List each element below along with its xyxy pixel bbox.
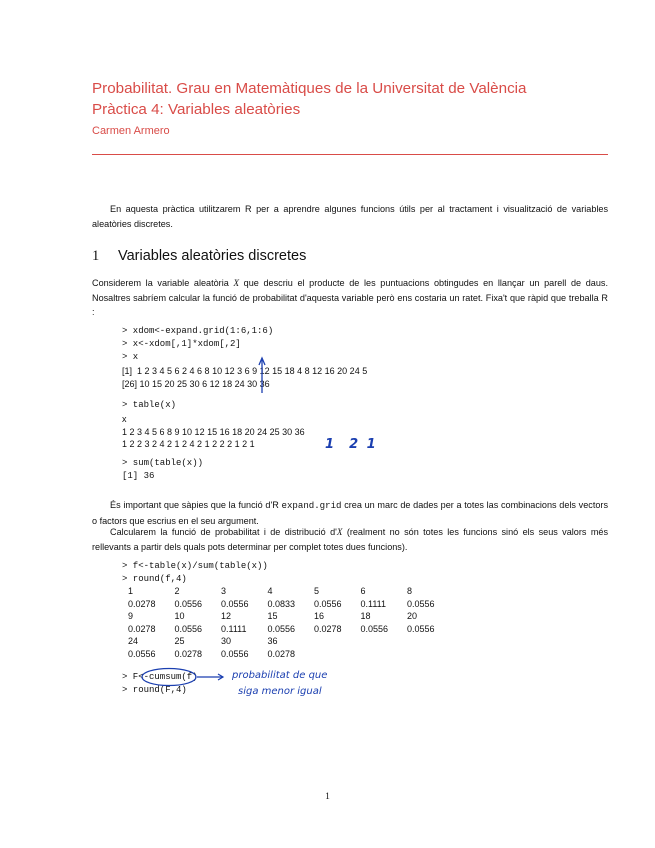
para2-text-b: crea un marc de dades per a totes las combinacions dels vectors o factors que escrius en el seu argument. <box>92 500 608 526</box>
table-cell: 8 <box>407 586 413 596</box>
document-subtitle: Pràctica 4: Variables aleatòries <box>92 101 301 118</box>
table-cell: 5 <box>314 586 320 596</box>
para1-variable: X <box>233 278 240 288</box>
author: Carmen Armero <box>92 125 170 137</box>
table-cell: 0.1111 <box>360 598 387 609</box>
code-line: > sum(table(x)) <box>122 458 204 468</box>
table-cell: 25 <box>174 636 185 647</box>
para2-text-a: És important que sàpies que la funció d'R <box>110 500 282 510</box>
para1-text-a: Considerem la variable aleatòria <box>92 278 234 288</box>
table-cell: 3 <box>221 586 227 596</box>
output-line: [26] 10 15 20 25 30 6 12 18 24 30 36 <box>122 378 270 389</box>
table-cell: 1 <box>128 586 134 596</box>
document-title: Probabilitat. Grau en Matemàtiques de la Universitat de València <box>92 80 527 97</box>
code-line: > xdom<-expand.grid(1:6,1:6) <box>122 326 274 336</box>
table-cell: 0.0278 <box>174 648 203 659</box>
table-cell: 0.0556 <box>407 623 435 634</box>
para3-variable: X <box>336 527 343 537</box>
intro-text: En aquesta pràctica utilitzarem R per a aprendre algunes funcions útils per al tractament i visualització de variables aleatòries discretes. <box>92 204 608 229</box>
code-line: > F<-cumsum(f) <box>122 672 198 682</box>
table-cell: 0.0278 <box>128 623 156 634</box>
handwritten-note-1: probabilitat de que <box>232 670 328 681</box>
table-cell: 2 <box>174 586 180 596</box>
output-line: 1 2 2 3 2 4 2 1 2 4 2 1 2 2 2 1 2 1 <box>122 439 255 449</box>
code-line: > x <box>122 352 139 363</box>
table-cell: 0.1111 <box>221 623 247 634</box>
table-cell: 0.0556 <box>360 623 389 634</box>
handwritten-counts: 1 2 1 <box>325 437 378 452</box>
para3-text-a: Calcularem la funció de probabilitat i de distribució d' <box>110 527 337 537</box>
table-cell: 0.0556 <box>314 598 342 609</box>
table-cell: 24 <box>128 636 139 647</box>
table-cell: 30 <box>221 636 232 647</box>
output-line: x <box>122 414 127 424</box>
table-cell: 9 <box>128 611 134 622</box>
code-line: > f<-table(x)/sum(table(x)) <box>122 561 268 571</box>
para3-text-b: (realment no són totes les funcions sinó els seus valors més rellevants a partir dels quals pots determinar per complet totes dues funcions). <box>92 527 608 552</box>
table-cell: 0.0556 <box>267 623 296 634</box>
table-cell: 12 <box>221 611 232 622</box>
code-line: > round(F,4) <box>122 685 187 696</box>
para2-code: expand.grid <box>281 500 342 511</box>
output-line: [1] 1 2 3 4 5 6 2 4 6 8 10 12 3 6 9 12 15 18 4 8 12 16 20 24 5 <box>122 366 368 376</box>
para1-text-b: que descriu el producte de les puntuacions obtingudes en llançar un parell de daus. Nosaltres sabríem calcular la funció de probabilitat d'aquesta variable però ens costaria un ratet. Fixa't que ràpid que treballa R : <box>92 278 608 318</box>
table-cell: 0.0556 <box>128 648 156 659</box>
table-cell: 0.0278 <box>267 648 296 659</box>
section-number: 1 <box>92 248 100 264</box>
section-title: Variables aleatòries discretes <box>118 248 307 264</box>
table-cell: 0.0556 <box>407 598 435 609</box>
code-table-cmd: > table(x) <box>122 400 177 410</box>
table-cell: 36 <box>267 636 278 647</box>
table-cell: 0.0556 <box>221 648 249 659</box>
table-cell: 18 <box>360 611 371 622</box>
table-cell: 0.0278 <box>314 623 342 634</box>
table-cell: 0.0556 <box>174 598 203 609</box>
output-line: 1 2 3 4 5 6 8 9 10 12 15 16 18 20 24 25 30 36 <box>122 426 305 437</box>
table-cell: 0.0833 <box>267 598 296 609</box>
table-cell: 10 <box>174 611 185 622</box>
table-cell: 0.0278 <box>128 598 156 609</box>
table-cell: 15 <box>267 611 278 622</box>
table-cell: 20 <box>407 611 418 622</box>
table-cell: 0.0556 <box>174 623 203 634</box>
handwritten-circle <box>142 669 196 686</box>
table-cell: 4 <box>267 586 273 596</box>
code-line: > round(f,4) <box>122 574 187 585</box>
code-line: [1] 36 <box>122 471 155 482</box>
page-number: 1 <box>325 792 330 802</box>
table-cell: 0.0556 <box>221 598 249 609</box>
handwritten-note-2: siga menor igual <box>238 686 322 697</box>
code-line: > x<-xdom[,1]*xdom[,2] <box>122 339 241 350</box>
table-cell: 6 <box>360 586 366 596</box>
table-cell: 16 <box>314 611 325 622</box>
